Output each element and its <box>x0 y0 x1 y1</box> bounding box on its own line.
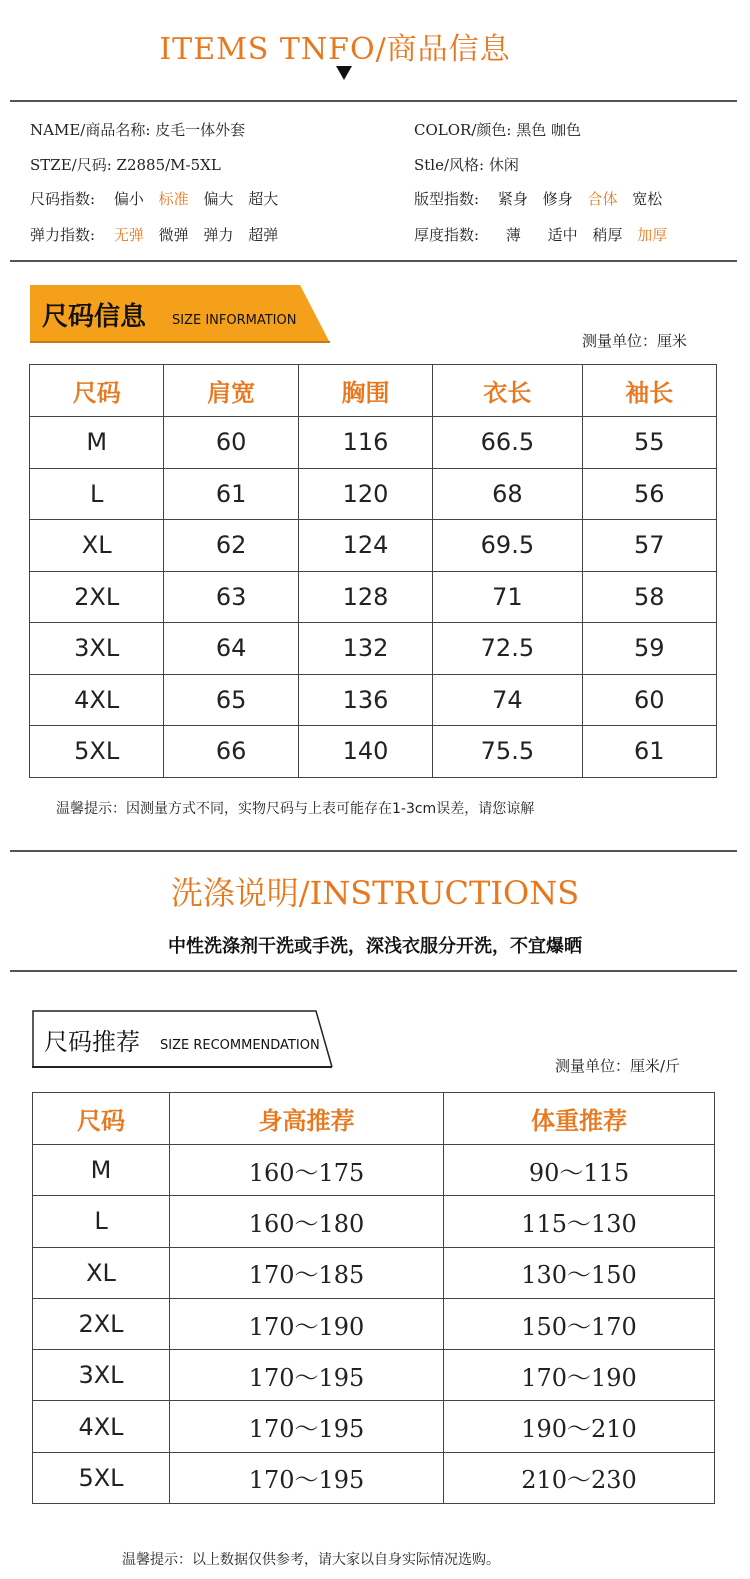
down-arrow-icon <box>336 66 352 80</box>
table-cell: 190～210 <box>444 1401 715 1452</box>
table-cell: 115～130 <box>444 1196 715 1247</box>
table-cell: XL <box>33 1247 170 1298</box>
table-cell: 69.5 <box>433 520 582 572</box>
table-cell: 59 <box>582 623 716 675</box>
size-recommend-unit: 测量单位：厘米/斤 <box>555 1057 681 1075</box>
product-name: NAME/商品名称: 皮毛一体外套 <box>30 121 246 139</box>
table-row <box>30 623 717 675</box>
table-cell: 210～230 <box>444 1452 715 1503</box>
size-index-option: 超大 <box>248 190 279 208</box>
table-cell: 170～195 <box>170 1401 444 1452</box>
thick-index-label: 厚度指数: <box>414 226 480 244</box>
table-cell: 66 <box>164 726 298 778</box>
stretch-index-option-selected: 无弹 <box>113 226 144 244</box>
table-cell: 75.5 <box>433 726 582 778</box>
size-info-unit: 测量单位：厘米 <box>582 332 688 350</box>
fit-index-option-selected: 合体 <box>587 190 618 208</box>
table-cell: 65 <box>164 674 298 726</box>
header-shoulder: 肩宽 <box>164 365 298 417</box>
table-cell: 66.5 <box>433 417 582 469</box>
table-cell: 60 <box>164 417 298 469</box>
table-cell: 170～195 <box>170 1452 444 1503</box>
recommend-table <box>32 1092 715 1504</box>
size-index-option: 偏大 <box>203 190 234 208</box>
header-chest: 胸围 <box>298 365 432 417</box>
header-size: 尺码 <box>30 365 164 417</box>
header-length: 衣长 <box>433 365 582 417</box>
table-cell: 72.5 <box>433 623 582 675</box>
table-cell: 61 <box>582 726 716 778</box>
table-cell: 60 <box>582 674 716 726</box>
table-cell: 2XL <box>30 571 164 623</box>
table-cell: 128 <box>298 571 432 623</box>
wash-title: 洗涤说明/INSTRUCTIONS <box>170 874 580 912</box>
size-info-note: 温馨提示：因测量方式不同，实物尺码与上表可能存在1-3cm误差，请您谅解 <box>56 801 535 817</box>
size-index-option: 偏小 <box>113 190 144 208</box>
table-row <box>33 1298 715 1349</box>
divider <box>10 970 737 972</box>
table-cell: 132 <box>298 623 432 675</box>
divider <box>10 100 737 102</box>
table-cell: L <box>30 468 164 520</box>
stretch-index-row <box>30 224 288 245</box>
table-cell: 140 <box>298 726 432 778</box>
table-row <box>30 726 717 778</box>
thick-index-option: 薄 <box>505 226 521 244</box>
table-cell: 55 <box>582 417 716 469</box>
header-sleeve: 袖长 <box>582 365 716 417</box>
header-size: 尺码 <box>33 1093 170 1145</box>
table-cell: 150～170 <box>444 1298 715 1349</box>
table-row <box>30 571 717 623</box>
thick-index-option: 稍厚 <box>592 226 623 244</box>
header-weight: 体重推荐 <box>444 1093 715 1145</box>
table-cell: 4XL <box>30 674 164 726</box>
table-cell: 170～185 <box>170 1247 444 1298</box>
size-recommend-subtitle: SIZE RECOMMENDATION <box>160 1038 320 1053</box>
table-cell: 170～190 <box>444 1350 715 1401</box>
stretch-index-label: 弹力指数: <box>30 226 96 244</box>
table-row <box>33 1350 715 1401</box>
table-row <box>33 1196 715 1247</box>
table-row <box>30 468 717 520</box>
wash-text: 中性洗涤剂干洗或手洗，深浅衣服分开洗，不宜爆晒 <box>168 936 582 957</box>
page-title: ITEMS TNFO/商品信息 <box>159 32 511 67</box>
table-cell: L <box>33 1196 170 1247</box>
table-cell: 74 <box>433 674 582 726</box>
product-size: STZE/尺码: Z2885/M-5XL <box>30 156 221 174</box>
table-cell: 136 <box>298 674 432 726</box>
product-color: COLOR/颜色: 黑色 咖色 <box>414 121 581 139</box>
table-cell: 3XL <box>33 1350 170 1401</box>
table-cell: 3XL <box>30 623 164 675</box>
table-cell: 120 <box>298 468 432 520</box>
table-cell: 5XL <box>33 1452 170 1503</box>
table-header-row <box>33 1093 715 1145</box>
size-recommend-title: 尺码推荐 <box>44 1028 140 1056</box>
stretch-index-option: 弹力 <box>203 226 234 244</box>
thick-index-row <box>414 224 677 245</box>
size-table <box>29 364 717 778</box>
table-cell: 56 <box>582 468 716 520</box>
table-cell: M <box>30 417 164 469</box>
table-cell: 4XL <box>33 1401 170 1452</box>
divider <box>10 850 737 852</box>
table-cell: 170～190 <box>170 1298 444 1349</box>
table-cell: 170～195 <box>170 1350 444 1401</box>
table-row <box>30 674 717 726</box>
table-cell: 68 <box>433 468 582 520</box>
size-info-subtitle: SIZE INFORMATION <box>172 313 297 328</box>
table-cell: 124 <box>298 520 432 572</box>
stretch-index-option: 超弹 <box>248 226 279 244</box>
size-info-title: 尺码信息 <box>42 302 147 332</box>
table-row <box>33 1145 715 1196</box>
table-cell: 160～180 <box>170 1196 444 1247</box>
recommend-note: 温馨提示：以上数据仅供参考，请大家以自身实际情况选购。 <box>122 1552 500 1568</box>
stretch-index-option: 微弹 <box>158 226 189 244</box>
table-header-row <box>30 365 717 417</box>
table-cell: 5XL <box>30 726 164 778</box>
product-style: Stle/风格: 休闲 <box>414 156 519 174</box>
table-cell: 116 <box>298 417 432 469</box>
table-row <box>33 1452 715 1503</box>
size-index-label: 尺码指数: <box>30 190 96 208</box>
size-index-row <box>30 188 288 209</box>
table-cell: 57 <box>582 520 716 572</box>
table-cell: 58 <box>582 571 716 623</box>
table-cell: 71 <box>433 571 582 623</box>
table-cell: 2XL <box>33 1298 170 1349</box>
table-row <box>30 520 717 572</box>
table-row <box>33 1401 715 1452</box>
thick-index-option: 适中 <box>547 226 578 244</box>
fit-index-option: 宽松 <box>632 190 663 208</box>
divider <box>10 260 737 262</box>
header-height: 身高推荐 <box>170 1093 444 1145</box>
table-cell: 130～150 <box>444 1247 715 1298</box>
fit-index-row <box>414 188 672 209</box>
fit-index-option: 紧身 <box>497 190 528 208</box>
table-row <box>30 417 717 469</box>
table-cell: 62 <box>164 520 298 572</box>
fit-index-label: 版型指数: <box>414 190 480 208</box>
table-cell: 160～175 <box>170 1145 444 1196</box>
table-cell: 61 <box>164 468 298 520</box>
table-cell: M <box>33 1145 170 1196</box>
table-cell: 90～115 <box>444 1145 715 1196</box>
table-cell: 63 <box>164 571 298 623</box>
table-row <box>33 1247 715 1298</box>
thick-index-option-selected: 加厚 <box>637 226 668 244</box>
fit-index-option: 修身 <box>542 190 573 208</box>
size-index-option-selected: 标准 <box>158 190 189 208</box>
table-cell: XL <box>30 520 164 572</box>
table-cell: 64 <box>164 623 298 675</box>
